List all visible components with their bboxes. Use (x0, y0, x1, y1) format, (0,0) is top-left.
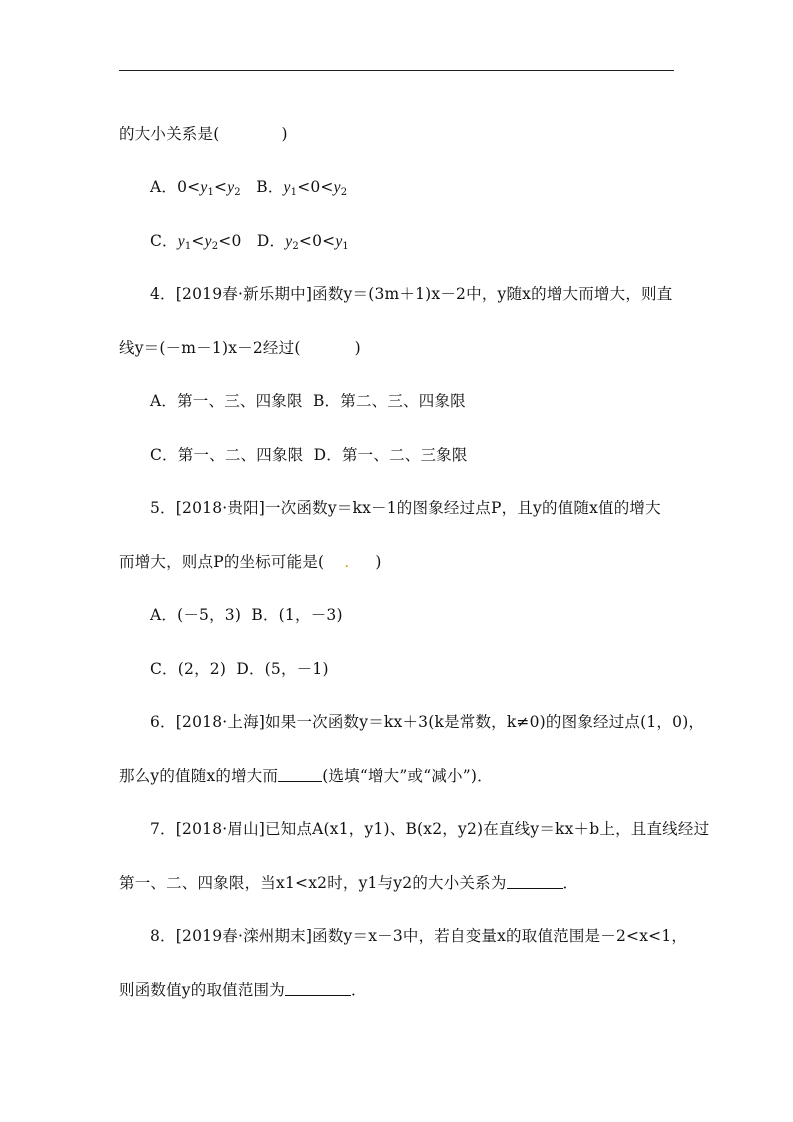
q6-stem-text1: 如果一次函数y＝kx＋3(k是常数，k≠0)的图象经过点(1，0)， (265, 713, 705, 731)
q6-answer-blank[interactable] (278, 767, 322, 782)
q5-option-c: C．(2，2) (150, 660, 227, 678)
q3-option-d-label: D． (256, 232, 286, 250)
q5-options-ab (150, 605, 343, 625)
q3-stem (119, 124, 288, 144)
q8-stem-line2 (119, 980, 367, 1000)
q4-option-d: D．第一、二、三象限 (313, 446, 468, 464)
q5-option-b: B．(1，－3) (251, 606, 343, 624)
q5-number: 5． (150, 499, 176, 517)
q5-option-d: D．(5，－1) (236, 660, 329, 678)
q4-source: [2019春·新乐期中] (175, 285, 313, 303)
q6-stem-line2 (119, 766, 493, 786)
q3-option-b: $y_1<0<y_2$ (283, 178, 348, 198)
q7-answer-blank[interactable] (507, 874, 563, 889)
q3-option-c: $y_1<y_2<0$ (177, 232, 242, 252)
q4-paren-close: ) (354, 339, 361, 357)
header-rule (119, 70, 674, 71)
q6-source: [2018·上海] (175, 713, 266, 731)
q5-paren-close: ) (375, 553, 382, 571)
q3-stem-text: 的大小关系是( (119, 125, 220, 143)
q4-number: 4． (150, 285, 176, 303)
q4-stem-text2: 线y＝(－m－1)x－2经过( (119, 339, 301, 357)
q5-stem-line2 (119, 552, 382, 572)
q7-source: [2018·眉山] (175, 820, 266, 838)
q7-stem-line1 (150, 819, 709, 839)
q4-options-cd (150, 445, 468, 465)
q5-option-a: A．(－5，3) (150, 606, 242, 624)
q7-stem-text3: ． (562, 874, 579, 892)
q5-stem-text2: 而增大，则点P的坐标可能是( (119, 553, 325, 571)
q7-stem-text1: 已知点A(x1，y1)、B(x2，y2)在直线y＝kx＋b上，且直线经过 (265, 820, 710, 838)
q8-stem-text3: ． (350, 981, 367, 999)
q3-option-d: $y_2<0<y_1$ (285, 232, 349, 252)
q8-answer-blank[interactable] (285, 981, 351, 996)
q3-option-a: $0<y_1<y_2$ (177, 178, 241, 198)
q5-stem-line1 (150, 498, 661, 518)
q5-stem-text1: 一次函数y＝kx－1的图象经过点P，且y的值随x值的增大 (265, 499, 661, 517)
q6-stem-text2: 那么y的值随x的增大而 (119, 767, 279, 785)
q8-stem-text2: 则函数值y的取值范围为 (119, 981, 285, 999)
q8-number: 8． (150, 927, 176, 945)
q3-option-a-label: A． (150, 178, 178, 196)
q4-stem-line1 (150, 284, 672, 304)
q3-options-ab (150, 177, 347, 198)
q3-paren-close: ) (281, 125, 288, 143)
q8-stem-line1 (150, 926, 687, 946)
q8-source: [2019春·滦州期末] (175, 927, 313, 945)
q7-stem-line2 (119, 873, 578, 893)
q3-option-c-label: C． (150, 232, 178, 250)
q4-stem-line2 (119, 338, 361, 358)
q4-option-a: A．第一、三、四象限 (150, 392, 303, 410)
q5-options-cd (150, 659, 329, 679)
q4-option-c: C．第一、二、四象限 (150, 446, 304, 464)
q4-option-b: B．第二、三、四象限 (312, 392, 466, 410)
q6-stem-text3: (选填“增大”或“减小”)． (322, 767, 493, 785)
q6-number: 6． (150, 713, 176, 731)
q6-stem-line1 (150, 712, 704, 732)
q8-stem-text1: 函数y＝x－3中，若自变量x的取值范围是－2<x<1， (312, 927, 688, 945)
q3-option-b-label: B． (256, 178, 284, 196)
q3-options-cd (150, 231, 349, 252)
q7-stem-text2: 第一、二、四象限，当x1<x2时，y1与y2的大小关系为 (119, 874, 507, 892)
q7-number: 7． (150, 820, 176, 838)
q5-answer-dot: . (344, 553, 350, 571)
q4-stem-text1: 函数y＝(3m＋1)x－2中，y随x的增大而增大，则直 (312, 285, 673, 303)
q4-options-ab (150, 391, 466, 411)
q5-source: [2018·贵阳] (175, 499, 266, 517)
